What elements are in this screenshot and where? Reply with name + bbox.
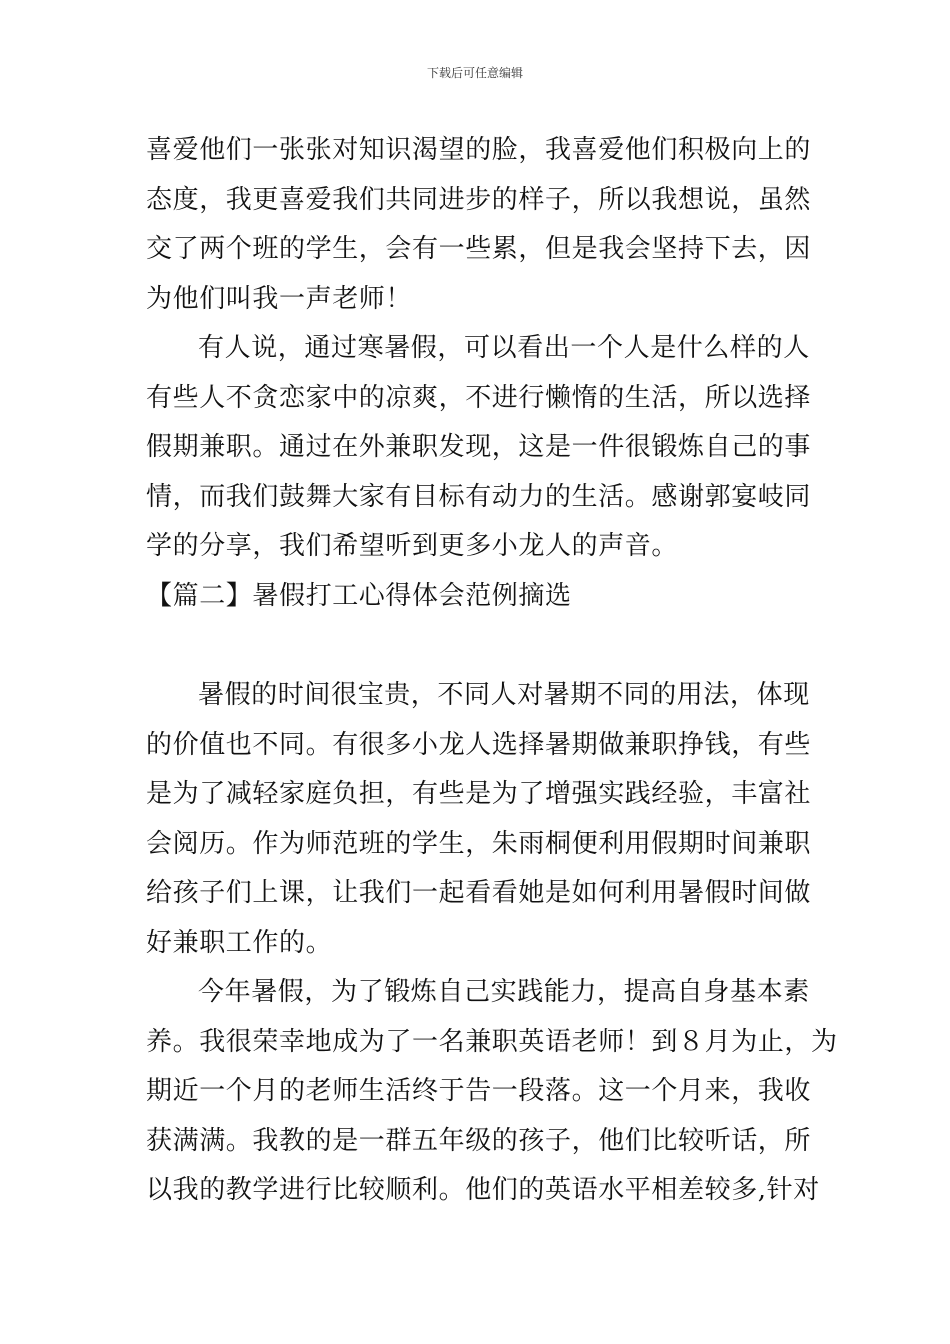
text-line: 假期兼职。通过在外兼职发现，这是一件很锻炼自己的事 <box>146 432 812 462</box>
text-line: 情，而我们鼓舞大家有目标有动力的生活。感谢郭宴岐同 <box>146 481 812 512</box>
text-line: 会阅历。作为师范班的学生，朱雨桐便利用假期时间兼职 <box>146 828 812 859</box>
text-line: 学的分享，我们希望听到更多小龙人的声音。 <box>146 531 679 561</box>
paragraph <box>146 126 810 324</box>
text-line: 交了两个班的学生，会有一些累，但是我会坚持下去，因 <box>146 234 812 264</box>
text-line: 以我的教学进行比较顺利。他们的英语水平相差较多,针对 <box>146 1175 820 1205</box>
text-line: 养。我很荣幸地成为了一名兼职英语老师！到８月为止，为 <box>146 1026 838 1057</box>
text-line: 有些人不贪恋家中的凉爽，不进行懒惰的生活，所以选择 <box>146 382 812 413</box>
page-header: 下载后可任意编辑 <box>426 66 523 80</box>
paragraph <box>146 968 838 1216</box>
text-line: 是为了减轻家庭负担，有些是为了增强实践经验，丰富社 <box>146 779 812 809</box>
text-line: 给孩子们上课，让我们一起看看她是如何利用暑假时间做 <box>146 878 812 908</box>
blank-line <box>146 621 810 671</box>
section-heading: 【篇二】暑假打工心得体会范例摘选 <box>146 580 572 611</box>
text-line: 期近一个月的老师生活终于告一段落。这一个月来，我收 <box>146 1076 812 1106</box>
text-line: 今年暑假，为了锻炼自己实践能力，提高自身基本素 <box>198 977 810 1007</box>
text-line: 态度，我更喜爱我们共同进步的样子，所以我想说，虽然 <box>146 184 812 215</box>
text-line: 好兼职工作的。 <box>146 927 333 958</box>
document-body <box>146 126 838 1216</box>
paragraph <box>146 671 810 968</box>
text-line: 为他们叫我一声老师！ <box>146 283 413 314</box>
paragraph <box>146 324 810 572</box>
text-line: 的价值也不同。有很多小龙人选择暑期做兼职挣钱，有些 <box>146 729 812 760</box>
text-line: 获满满。我教的是一群五年级的孩子，他们比较听话，所 <box>146 1125 812 1156</box>
text-line: 喜爱他们一张张对知识渴望的脸，我喜爱他们积极向上的 <box>146 135 812 165</box>
text-line: 有人说，通过寒暑假，可以看出一个人是什么样的人 <box>198 333 810 363</box>
text-line: 暑假的时间很宝贵，不同人对暑期不同的用法，体现 <box>198 680 810 710</box>
